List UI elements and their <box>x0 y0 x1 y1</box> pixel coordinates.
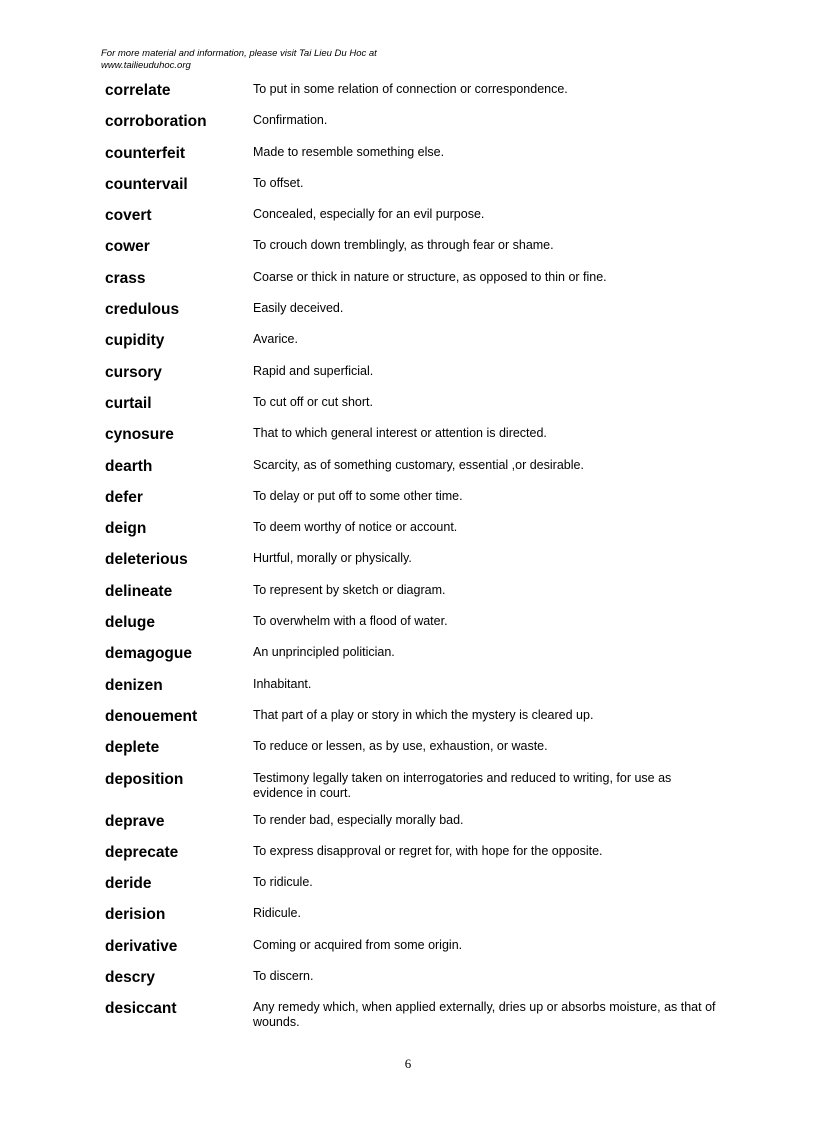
entry-term: derision <box>105 906 166 924</box>
entry-term: descry <box>105 969 155 987</box>
entry-definition: Any remedy which, when applied externally, dries up or absorbs moisture, as that of wounds. <box>253 1000 716 1030</box>
entry-definition: Avarice. <box>253 332 298 347</box>
vocabulary-entry <box>0 80 816 111</box>
entry-definition: Easily deceived. <box>253 301 344 316</box>
entry-definition: To ridicule. <box>253 875 313 890</box>
vocabulary-entry <box>0 205 816 236</box>
vocabulary-entry <box>0 998 816 1040</box>
header-line-1: For more material and information, please visit Tai Lieu Du Hoc at <box>101 48 377 59</box>
vocabulary-entry <box>0 393 816 424</box>
entry-term: deprecate <box>105 843 179 861</box>
vocabulary-entry <box>0 456 816 487</box>
vocabulary-entry <box>0 737 816 768</box>
entry-definition: To overwhelm with a flood of water. <box>253 614 448 629</box>
entry-term: credulous <box>105 301 180 319</box>
page-number: 6 <box>404 1056 412 1071</box>
entry-definition: Made to resemble something else. <box>253 144 445 159</box>
vocabulary-entry <box>0 842 816 873</box>
vocabulary-entry <box>0 362 816 393</box>
entry-term: cursory <box>105 363 162 381</box>
entry-definition: To deem worthy of notice or account. <box>253 520 458 535</box>
entry-definition: To render bad, especially morally bad. <box>253 812 464 827</box>
vocabulary-entry <box>0 174 816 205</box>
entry-term: defer <box>105 488 143 506</box>
entry-term: dearth <box>105 457 153 475</box>
page-header <box>101 48 377 71</box>
entry-term: cynosure <box>105 426 174 444</box>
entry-definition: To crouch down tremblingly, as through fear or shame. <box>253 238 554 253</box>
entry-definition: To cut off or cut short. <box>253 394 373 409</box>
vocabulary-entry <box>0 424 816 455</box>
entry-definition: Coming or acquired from some origin. <box>253 937 463 952</box>
vocabulary-entry <box>0 706 816 737</box>
entry-term: delineate <box>105 582 173 600</box>
vocabulary-list <box>0 80 816 1040</box>
entry-term: crass <box>105 269 146 287</box>
vocabulary-entry <box>0 487 816 518</box>
entry-term: demagogue <box>105 645 192 663</box>
entry-definition: That to which general interest or attention is directed. <box>253 426 547 441</box>
entry-definition: To express disapproval or regret for, with hope for the opposite. <box>253 843 603 858</box>
entry-definition: To represent by sketch or diagram. <box>253 582 446 597</box>
entry-definition: Hurtful, morally or physically. <box>253 551 412 566</box>
vocabulary-entry <box>0 111 816 142</box>
vocabulary-entry <box>0 549 816 580</box>
entry-definition: Ridicule. <box>253 906 301 921</box>
entry-term: cupidity <box>105 332 165 350</box>
vocabulary-entry <box>0 904 816 935</box>
entry-definition: To discern. <box>253 969 314 984</box>
vocabulary-entry <box>0 811 816 842</box>
vocabulary-entry <box>0 330 816 361</box>
entry-term: countervail <box>105 175 188 193</box>
entry-term: denizen <box>105 676 163 694</box>
entry-term: counterfeit <box>105 144 186 162</box>
vocabulary-entry <box>0 581 816 612</box>
vocabulary-entry <box>0 143 816 174</box>
entry-definition: To delay or put off to some other time. <box>253 488 463 503</box>
vocabulary-entry <box>0 967 816 998</box>
vocabulary-entry <box>0 612 816 643</box>
entry-definition: To put in some relation of connection or correspondence. <box>253 82 568 96</box>
vocabulary-entry <box>0 675 816 706</box>
entry-definition: Rapid and superficial. <box>253 363 374 378</box>
vocabulary-entry <box>0 518 816 549</box>
entry-term: deprave <box>105 812 165 830</box>
entry-definition: An unprincipled politician. <box>253 645 395 660</box>
entry-definition: Confirmation. <box>253 113 328 128</box>
entry-term: deleterious <box>105 551 188 569</box>
entry-term: corroboration <box>105 113 207 131</box>
entry-term: derivative <box>105 937 178 955</box>
vocabulary-entry <box>0 936 816 967</box>
entry-definition: Inhabitant. <box>253 676 312 691</box>
entry-term: covert <box>105 207 152 225</box>
vocabulary-entry <box>0 873 816 904</box>
vocabulary-entry <box>0 236 816 267</box>
vocabulary-entry <box>0 769 816 811</box>
entry-term: deposition <box>105 770 184 788</box>
vocabulary-entry <box>0 643 816 674</box>
entry-term: correlate <box>105 82 171 99</box>
entry-term: desiccant <box>105 1000 177 1018</box>
entry-definition: Testimony legally taken on interrogatories and reduced to writing, for use as evidence in court. <box>253 770 672 800</box>
entry-term: denouement <box>105 707 198 725</box>
entry-term: deluge <box>105 614 155 632</box>
entry-definition: To offset. <box>253 175 304 190</box>
entry-definition: That part of a play or story in which the mystery is cleared up. <box>253 707 594 722</box>
vocabulary-entry <box>0 268 816 299</box>
entry-term: deride <box>105 875 152 893</box>
entry-definition: Concealed, especially for an evil purpose. <box>253 207 485 222</box>
vocabulary-entry <box>0 299 816 330</box>
entry-definition: To reduce or lessen, as by use, exhaustion, or waste. <box>253 739 548 754</box>
entry-term: deplete <box>105 739 160 757</box>
entry-term: cower <box>105 238 150 256</box>
entry-term: deign <box>105 520 147 538</box>
header-url: www.tailieuduhoc.org <box>101 59 191 71</box>
entry-definition: Scarcity, as of something customary, essential ,or desirable. <box>253 457 584 472</box>
entry-term: curtail <box>105 394 152 412</box>
entry-definition: Coarse or thick in nature or structure, as opposed to thin or fine. <box>253 269 607 284</box>
